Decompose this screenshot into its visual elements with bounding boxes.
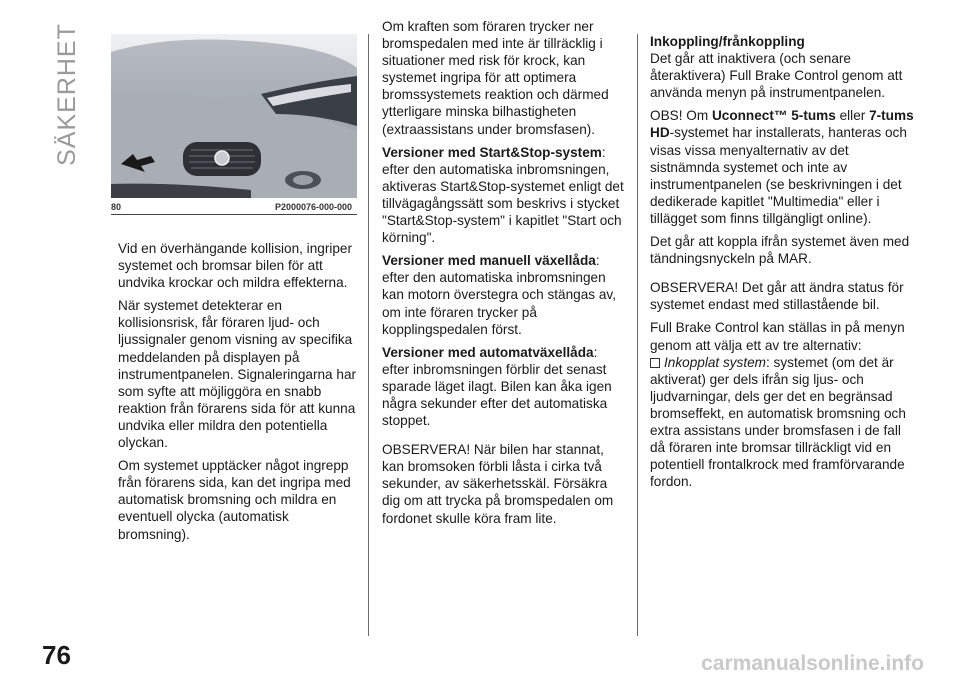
text-run: eller	[835, 108, 870, 124]
page-number: 76	[42, 640, 71, 670]
paragraph: Full Brake Control kan ställas in på menyn genom att välja ett av tre alternativ:	[650, 320, 905, 353]
car-front-illustration	[111, 34, 357, 198]
paragraph: Det går att inaktivera (och senare återaktivera) Full Brake Control genom att använda menyn på instrumentpanelen.	[650, 51, 903, 101]
column-3	[650, 33, 915, 496]
column-1	[118, 240, 363, 549]
figure-code: P2000076-000-000	[275, 202, 353, 212]
paragraph: Om systemet upptäcker något ingrepp från förarens sida, kan det ingripa med automatisk bromsning och mildra en eventuell olycka (automatisk bromsning).	[118, 458, 351, 542]
paragraph-obs	[650, 107, 915, 227]
bullet-text: : systemet (om det är aktiverat) ger dels ifrån sig ljus- och ljudvarningar, dels ger det en begränsad bromseffekt, en automatisk bromsning och extra assistans under bromsfasen i de fall då föraren inte bromsar tillräckligt vid en potentiell frontalkrock med framförvarande fordon.	[650, 354, 906, 490]
watermark: carmanualsonline.info	[701, 652, 924, 675]
paragraph: OBSERVERA! När bilen har stannat, kan bromsoken förbli låsta i cirka två sekunder, av säkerhetsskäl. Försäkra dig om att trycka på bromspedalen om fordonet skulle köra fram lite.	[382, 442, 614, 526]
text-run: -systemet har installerats, hanteras och visas vissa menyalternativ av det sistnämnda systemet och inte av instrumentpanelen (se beskrivningen i det dedikerade kapitlet "Multimedia" eller i tillägget som finns tillgängligt online).	[650, 125, 907, 226]
paragraph: När systemet detekterar en kollisionsrisk, får föraren ljud- och ljussignaler genom visning av specifika meddelanden på displayen på instrumentpanelen. Signaleringarna har som syfte att möjliggöra en snabb reaktion från förarens sida för att kunna undvika eller mildra den potentiella olyckan.	[118, 298, 357, 451]
paragraph: efter inbromsningen förblir det senast sparade läget ilagt. Bilen kan åka igen några sekunder efter det automatiska stoppet.	[382, 361, 612, 429]
paragraph: efter den automatiska inbromsningen kan motorn överstegra och stängas av, om inte föraren trycker på kopplingspedalen först.	[382, 270, 616, 337]
paragraph: OBSERVERA! Det går att ändra status för systemet endast med stillastående bil.	[650, 280, 904, 313]
paragraph: Vid en överhängande kollision, ingriper systemet och bromsar bilen för att undvika krockar och mildra effekterna.	[118, 241, 353, 291]
caption-rule	[111, 214, 357, 215]
subheading-start-stop	[382, 144, 626, 161]
column-divider-2	[637, 34, 638, 636]
text-run: OBS! Om	[650, 108, 712, 124]
column-2	[382, 18, 626, 533]
bold-run: Uconnect™ 5-tums	[711, 108, 836, 124]
bullet-item	[650, 354, 915, 491]
bold-run: 7-tums HD	[650, 108, 914, 141]
subheading-activation: Inkoppling/frånkoppling	[650, 34, 805, 49]
subheading-manual	[382, 252, 626, 269]
subheading-text: Versioner med manuell växellåda	[382, 253, 596, 269]
car-front-photo	[111, 34, 357, 198]
checkbox-bullet-icon	[650, 358, 660, 368]
subheading-automatic	[382, 344, 626, 361]
subheading-text: Versioner med Start&Stop-system	[382, 144, 602, 160]
paragraph: Om kraften som föraren trycker ner bromspedalen med inte är tillräcklig i situationer med risk för krock, kan systemet ingripa för att optimera bromssystemets reaktion och därmed ytterligare minska bilhastigheten (extraassistans under bromsfasen).	[382, 19, 609, 137]
figure-number: 80	[111, 202, 122, 212]
subheading-colon: :	[601, 144, 606, 160]
subheading-colon: :	[593, 344, 598, 360]
bullet-label: Inkopplat system	[664, 354, 766, 370]
section-title	[52, 22, 81, 166]
column-divider-1	[368, 34, 369, 636]
subheading-colon: :	[595, 253, 600, 269]
section-title-text: SÄKERHET	[52, 22, 81, 166]
paragraph: efter den automatiska inbromsningen, aktiveras Start&Stop-systemet enligt det tillvägagångssätt som beskrivs i stycket "Start&Stop-system" i kapitlet "Start och körning".	[382, 161, 624, 246]
subheading-text: Versioner med automatväxellåda	[382, 344, 594, 360]
paragraph: Det går att koppla ifrån systemet även med tändningsnyckeln på MAR.	[650, 234, 910, 267]
